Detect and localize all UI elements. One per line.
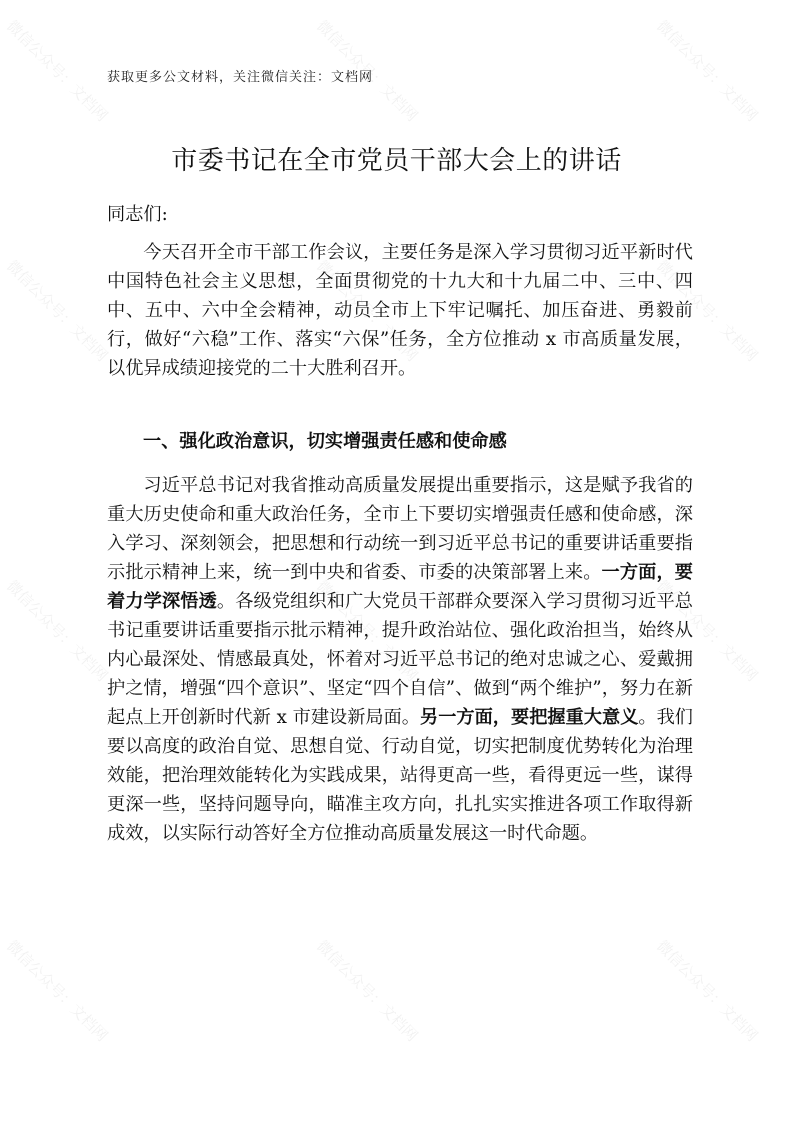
- paragraph-section-1: [107, 471, 693, 848]
- watermark: 微信公众号：文档网: [313, 16, 422, 125]
- watermark: 微信公众号：文档网: [313, 576, 422, 685]
- salutation: 同志们:: [107, 204, 168, 225]
- watermark: 微信公众号：文档网: [313, 936, 422, 1045]
- watermark: 微信公众号：文档网: [313, 256, 422, 365]
- paragraph-text: 习近平总书记对我省推动高质量发展提出重要指示，这是赋予我省的重大历史使命和重大政治任务，全市上下要切实增强责任感和使命感，深入学习、深刻领会，把思想和行动统一到习近平总书记的重要讲话重要指示批示精神上来，统一到中央和省委、市委的决策部署上来。: [107, 475, 693, 583]
- emphasis-text: 另一方面，要把握重大意义: [420, 707, 639, 728]
- document-title: 市委书记在全市党员干部大会上的讲话: [171, 146, 622, 176]
- header-note: 获取更多公文材料，关注微信关注：文档网: [107, 70, 374, 85]
- paragraph-text: 。我们要以高度的政治自觉、思想自觉、行动自觉，切实把制度优势转化为治理效能，把治理效能转化为实践成果，站得更高一些，看得更远一些，谋得更深一些，坚持问题导向，瞄准主攻方向，扎扎实实推进各项工作取得新成效，以实际行动答好全方位推动高质量发展这一时代命题。: [107, 707, 693, 844]
- watermark: 微信公众号：文档网: [653, 16, 762, 125]
- watermark: 微信公众号：文档网: [3, 936, 112, 1045]
- watermark: 微信公众号：文档网: [3, 256, 112, 365]
- paragraph-text: 。各级党组织和广大党员干部群众要深入学习贯彻习近平总书记重要讲话重要指示批示精神，提升政治站位、强化政治担当，始终从内心最深处、情感最真处，怀着对习近平总书记的绝对忠诚之心、爱戴拥护之情，增强“四个意识”、坚定“四个自信”、做到“两个维护”，努力在新起点上开创新时代新 x 市建设新局面。: [107, 591, 693, 728]
- section-heading: 一、强化政治意识，切实增强责任感和使命感: [143, 431, 507, 452]
- watermark: 微信公众号：文档网: [3, 16, 112, 125]
- watermark: 微信公众号：文档网: [653, 256, 762, 365]
- emphasis-text: 一方面，要着力学深悟透: [107, 562, 693, 612]
- watermark: 微信公众号：文档网: [3, 576, 112, 685]
- watermark: 微信公众号：文档网: [653, 936, 762, 1045]
- watermark: 微信公众号：文档网: [653, 576, 762, 685]
- paragraph-intro: 今天召开全市干部工作会议，主要任务是深入学习贯彻习近平新时代中国特色社会主义思想，全面贯彻党的十九大和十九届二中、三中、四中、五中、六中全会精神，动员全市上下牢记嘱托、加压奋进、勇毅前行，做好“六稳”工作、落实“六保”任务，全方位推动 x 市高质量发展，以优异成绩迎接党的二十大胜利召开。: [107, 242, 693, 379]
